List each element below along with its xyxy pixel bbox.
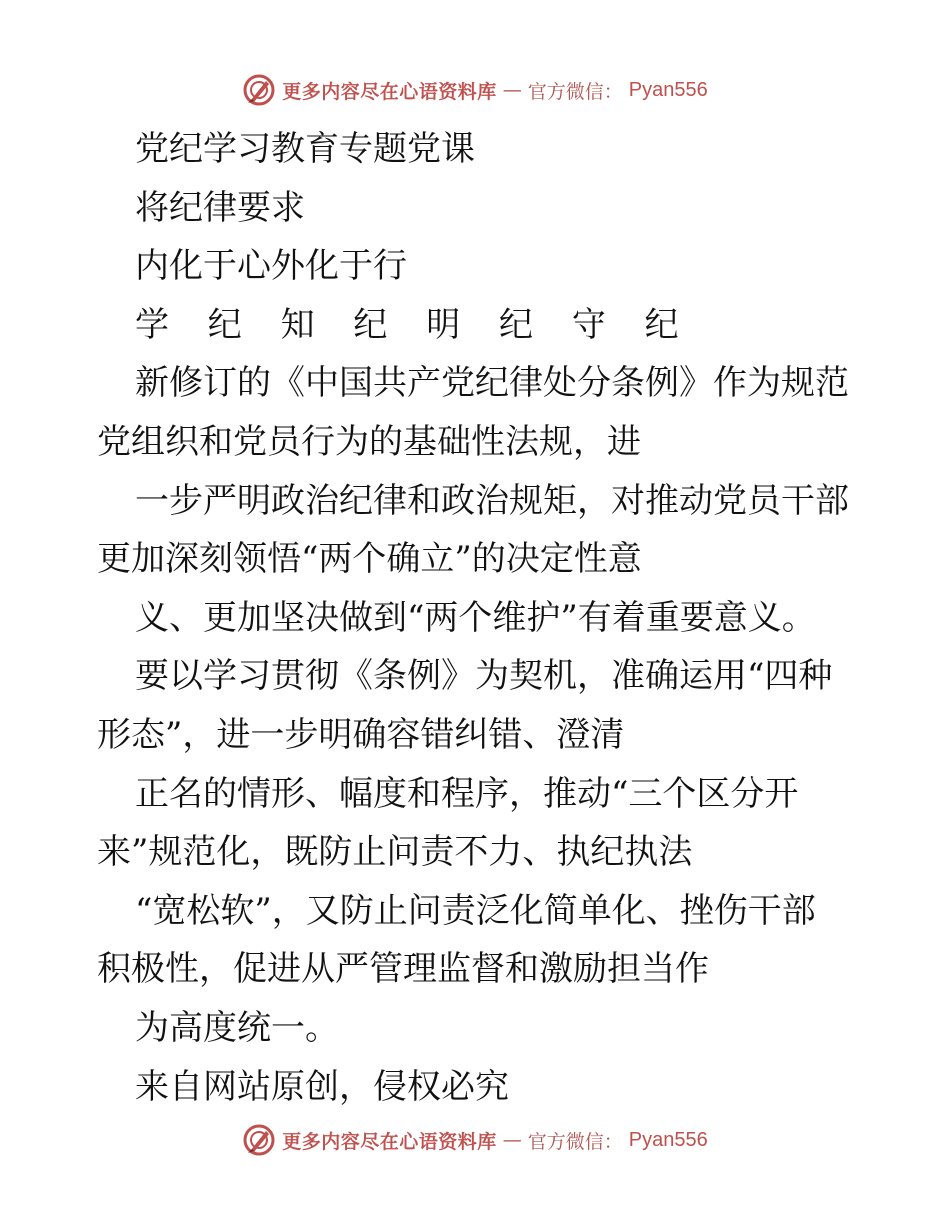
footer-watermark-banner <box>0 1120 950 1160</box>
pen-logo-icon <box>242 1123 276 1157</box>
header-watermark-banner <box>0 70 950 110</box>
header-wechat-label: 官方微信： <box>527 80 623 103</box>
doc-line: 义、更加坚决做到“两个维护”有着重要意义。 <box>135 597 816 638</box>
footer-wechat-label: 官方微信： <box>527 1130 623 1153</box>
document-body <box>97 120 857 1116</box>
doc-line: 积极性，促进从严管理监督和激励担当作 <box>97 949 709 990</box>
doc-line: 党组织和党员行为的基础性法规，进 <box>97 421 641 462</box>
pen-logo-icon <box>242 73 276 107</box>
doc-line-slogan: 学 纪 知 纪 明 纪 守 纪 <box>135 304 693 345</box>
header-wechat-account: Pyan556 <box>628 78 708 101</box>
doc-line: 要以学习贯彻《条例》为契机，准确运用“四种 <box>135 656 833 697</box>
doc-line: “宽松软”，又防止问责泛化简单化、挫伤干部 <box>135 890 816 931</box>
footer-banner-text: 更多内容尽在心语资料库 <box>282 1130 497 1153</box>
doc-line: 形态”，进一步明确容错纠错、澄清 <box>97 714 625 755</box>
doc-line: 一步严明政治纪律和政治规矩，对推动党员干部 <box>135 480 849 521</box>
doc-line-subtitle-2: 内化于心外化于行 <box>135 246 407 287</box>
header-banner-dash: — <box>502 79 522 101</box>
doc-line-subtitle-1: 将纪律要求 <box>135 187 305 228</box>
footer-banner-dash: — <box>502 1129 522 1151</box>
doc-line: 更加深刻领悟“两个确立”的决定性意 <box>97 539 642 580</box>
header-banner-text: 更多内容尽在心语资料库 <box>282 80 497 103</box>
doc-line-title: 党纪学习教育专题党课 <box>135 129 475 169</box>
footer-wechat-account: Pyan556 <box>628 1128 708 1151</box>
doc-line: 为高度统一。 <box>135 1007 339 1048</box>
doc-line: 来”规范化，既防止问责不力、执纪执法 <box>97 832 693 873</box>
doc-line-copyright: 来自网站原创，侵权必究 <box>135 1066 509 1107</box>
doc-line: 新修订的《中国共产党纪律处分条例》作为规范 <box>135 363 849 404</box>
doc-line: 正名的情形、幅度和程序，推动“三个区分开 <box>135 773 799 814</box>
